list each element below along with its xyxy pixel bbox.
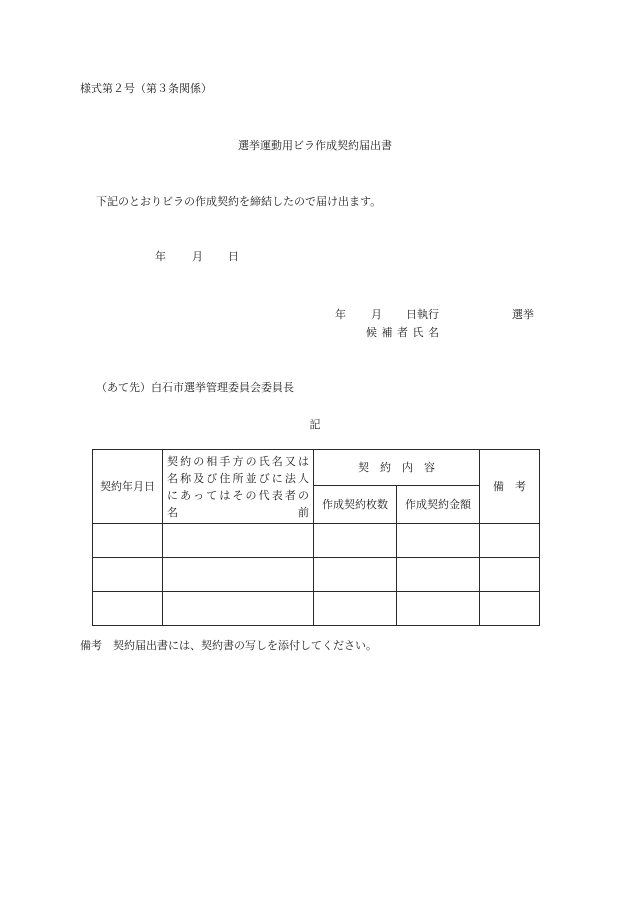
cell-party[interactable] [163,558,314,592]
cell-remarks[interactable] [480,592,540,626]
cell-remarks[interactable] [480,558,540,592]
footnote-remarks: 備考 契約届出書には、契約書の写しを添付してください。 [80,639,377,652]
election-name-label: 選挙 [512,308,534,321]
header-remarks: 備 考 [480,450,540,524]
cell-date[interactable] [93,524,163,558]
addressee: （あて先）白石市選挙管理委員会委員長 [96,381,294,394]
submission-day-label: 日 [228,250,239,263]
cell-sheets[interactable] [314,592,397,626]
election-month-label: 月 [371,308,382,321]
header-sheets: 作成契約枚数 [314,486,397,524]
cell-party[interactable] [163,592,314,626]
table-row [93,524,540,558]
submission-month-label: 月 [192,250,203,263]
table-row [93,592,540,626]
intro-statement: 下記のとおりビラの作成契約を締結したので届け出ます。 [96,195,382,208]
submission-year-label: 年 [155,250,166,263]
cell-amount[interactable] [397,558,480,592]
header-contract-date: 契約年月日 [93,450,163,524]
document-title: 選挙運動用ビラ作成契約届出書 [238,139,392,152]
cell-sheets[interactable] [314,524,397,558]
cell-remarks[interactable] [480,524,540,558]
header-contract-party: 契約の相手方の氏名又は 名称及び住所並びに法人 にあってはその代表者の 名 前 [163,450,314,524]
form-number-label: 様式第２号（第３条関係） [80,82,212,95]
cell-amount[interactable] [397,592,480,626]
cell-party[interactable] [163,524,314,558]
cell-date[interactable] [93,558,163,592]
cell-sheets[interactable] [314,558,397,592]
contract-table [92,449,540,626]
election-year-label: 年 [335,308,346,321]
cell-amount[interactable] [397,524,480,558]
candidate-name-label: 候補者氏名 [366,326,444,339]
header-contract-content: 契 約 内 容 [314,450,480,486]
table-row [93,558,540,592]
ki-heading: 記 [309,418,321,431]
cell-date[interactable] [93,592,163,626]
header-amount: 作成契約金額 [397,486,480,524]
election-day-label: 日執行 [406,308,439,321]
